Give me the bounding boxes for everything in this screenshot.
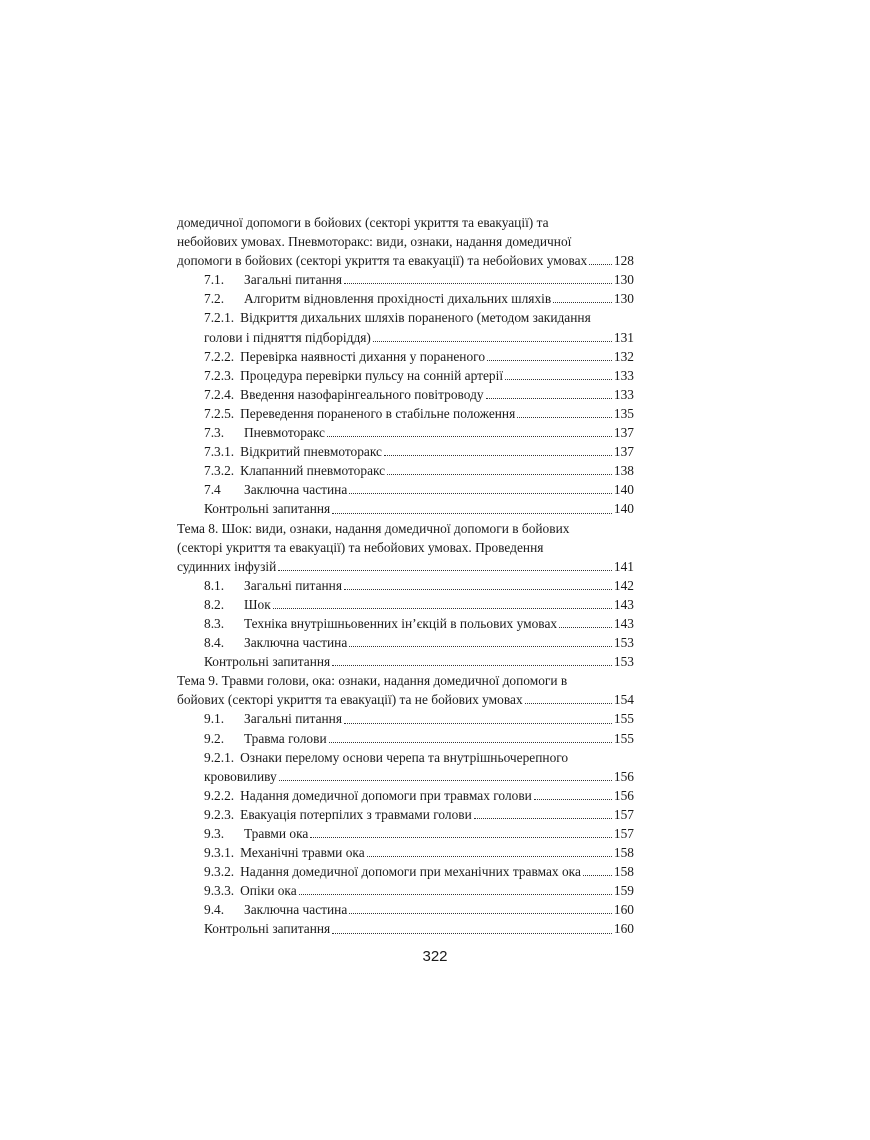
toc-entry [177,347,634,366]
dot-leader [534,799,612,800]
dot-leader [517,417,612,418]
toc-entry-page: 160 [613,921,634,937]
toc-entry-number: 9.3.3. [204,883,235,899]
toc-entry [177,671,634,690]
dot-leader [299,894,612,895]
dot-leader [387,474,612,475]
toc-entry-title: Механічні травми ока [240,845,365,861]
toc-entry-number: 9.4. [204,902,225,918]
toc-entry-page: 142 [613,577,634,593]
toc-entry-page: 140 [613,501,634,517]
toc-entry-page: 156 [613,787,634,803]
toc-entry [177,442,634,461]
toc-entry-number: 7.3.2. [204,463,235,479]
toc-entry-title: Клапанний пневмоторакс [240,463,386,479]
toc-entry-number: 9.3. [204,826,225,841]
toc-entry-title: Контрольні запитання [204,654,331,670]
dot-leader [327,436,612,437]
dot-leader [332,513,612,514]
toc-entry [177,519,634,538]
toc-entry-title: Надання домедичної допомоги при механічних травмах ока [240,864,581,880]
toc-entry-number: 7.2.4. [204,386,235,402]
dot-leader [559,627,612,628]
dot-leader [344,283,612,284]
page-number: 322 [422,948,448,965]
toc-entry [177,805,634,824]
toc-entry-page: 143 [613,596,634,612]
dot-leader [487,360,612,361]
dot-leader [279,780,612,781]
toc-entry-title: Переведення пораненого в стабільне положення [240,405,516,421]
toc-entry-number: 7.2.2. [204,348,235,364]
toc-entry [177,900,634,919]
toc-entry-page: 153 [613,635,634,651]
toc-entry-number: 7.3.1. [204,444,235,460]
dot-leader [310,837,612,838]
toc-entry-page: 154 [613,692,634,708]
toc-entry-number: 7.2.3. [204,367,235,383]
toc-entry-page: 157 [613,826,634,841]
dot-leader [525,703,612,704]
toc-entry-title: Відкритий пневмоторакс [240,444,382,460]
toc-entry-page: 155 [613,730,634,746]
toc-entry-page: 135 [613,405,634,421]
toc-entry [177,461,634,480]
toc-entry [177,404,634,423]
toc-entry-title: судинних інфузій [177,558,277,574]
toc-entry-title: Загальні питання [244,272,343,288]
toc-entry [177,614,634,633]
toc-entry [177,690,634,709]
toc-entry-title: Контрольні запитання [204,921,331,937]
toc-entry [177,289,634,308]
toc-entry [177,213,634,232]
toc-entry [177,843,634,862]
toc-entry-title: допомоги в бойових (секторі укриття та евакуації) та небойових умовах [177,253,588,269]
toc-entry-page: 155 [613,711,634,727]
toc-entry-number: 9.2.1. [204,749,235,765]
dot-leader [349,646,612,647]
toc-entry-number: 9.1. [204,711,225,727]
toc-entry-title: (секторі укриття та евакуації) та небойових умовах. Проведення [177,539,544,555]
toc-entry-page: 131 [613,329,634,345]
dot-leader [553,302,612,303]
toc-entry [177,557,634,576]
toc-entry [177,786,634,805]
toc-entry [177,232,634,251]
dot-leader [373,341,612,342]
toc-entry-title: Загальні питання [244,577,343,593]
toc-entry-page: 133 [613,386,634,402]
toc-entry-page: 133 [613,367,634,383]
toc-entry-title: Перевірка наявності дихання у пораненого [240,348,486,364]
toc-entry-page: 159 [613,883,634,899]
toc-entry-number: 7.2. [204,291,225,307]
toc-entry-page: 157 [613,806,634,822]
toc-entry-page: 158 [613,845,634,861]
toc-entry [177,480,634,499]
dot-leader [349,493,612,494]
toc-entry-page: 140 [613,482,634,498]
toc-entry-number: 7.2.5. [204,405,235,421]
toc-entry-title: Пневмоторакс [244,425,325,441]
toc-entry [177,633,634,652]
toc-entry-number: 7.4 [204,482,221,498]
toc-entry-number: 9.3.2. [204,864,235,880]
toc-entry-page: 132 [613,348,634,364]
toc-entry-title: Заключна частина [244,482,348,498]
dot-leader [332,665,612,666]
toc-entry-number: 9.3.1. [204,845,235,861]
toc-entry [177,538,634,557]
toc-entry-title: Евакуація потерпілих з травмами голови [240,806,472,822]
toc-entry-page: 138 [613,463,634,479]
toc-entry-page: 130 [613,272,634,288]
toc-entry-title: Тема 9. Травми голови, ока: ознаки, надання домедичної допомоги в [177,673,568,689]
dot-leader [332,933,612,934]
toc-entry-title: Введення назофарінгеального повітроводу [240,386,484,402]
toc-entry-title: Шок [244,596,271,612]
toc-entry-number: 8.1. [204,577,225,593]
toc-entry-title: Ознаки перелому основи черепа та внутрішньочерепного [240,749,569,765]
toc-entry [177,385,634,404]
toc-entry-number: 8.3. [204,615,225,631]
dot-leader [367,856,612,857]
dot-leader [329,742,612,743]
toc-entry-page: 137 [613,425,634,441]
toc-entry-number: 9.2. [204,730,225,746]
dot-leader [278,570,612,571]
toc-entry-number: 9.2.2. [204,787,235,803]
toc-entry-page: 143 [613,615,634,631]
toc-entry [177,709,634,728]
toc-entry-title: голови і підняття підборіддя) [204,329,371,345]
dot-leader [474,818,612,819]
toc-entry [177,251,634,270]
toc-entry [177,729,634,748]
toc-entry-title: Опіки ока [240,883,297,899]
table-of-contents [177,213,634,939]
toc-entry-title: бойових (секторі укриття та евакуації) та не бойових умовах [177,692,523,708]
toc-entry-page: 153 [613,654,634,670]
toc-entry [177,767,634,786]
toc-entry-page: 156 [613,768,634,784]
toc-entry-page: 128 [613,253,634,269]
dot-leader [505,379,612,380]
dot-leader [349,913,612,914]
toc-entry-title: Заключна частина [244,902,348,918]
toc-entry-title: Загальні питання [244,711,343,727]
toc-entry [177,366,634,385]
toc-entry-title: Заключна частина [244,635,348,651]
toc-entry-title: небойових умовах. Пневмоторакс: види, ознаки, надання домедичної [177,234,572,250]
toc-entry [177,881,634,900]
toc-entry-title: Тема 8. Шок: види, ознаки, надання домедичної допомоги в бойових [177,520,570,536]
toc-entry [177,824,634,843]
toc-entry-page: 141 [613,558,634,574]
dot-leader [583,875,612,876]
toc-entry-title: Надання домедичної допомоги при травмах голови [240,787,532,803]
toc-entry-title: Травма голови [244,730,327,746]
toc-entry-page: 130 [613,291,634,307]
dot-leader [344,589,612,590]
toc-entry [177,748,634,767]
toc-entry [177,576,634,595]
toc-entry [177,270,634,289]
toc-entry-title: домедичної допомоги в бойових (секторі укриття та евакуації) та [177,215,549,230]
toc-entry-title: Контрольні запитання [204,501,331,517]
dot-leader [589,264,612,265]
toc-entry-title: Процедура перевірки пульсу на сонній артерії [240,367,504,383]
toc-entry-title: Відкриття дихальних шляхів пораненого (методом закидання [240,310,591,326]
toc-entry-title: Алгоритм відновлення прохідності дихальних шляхів [244,291,552,307]
dot-leader [344,723,612,724]
toc-entry-number: 7.2.1. [204,310,235,326]
toc-entry-page: 158 [613,864,634,880]
toc-entry-title: Травми ока [244,826,309,841]
toc-entry-page: 137 [613,444,634,460]
dot-leader [384,455,612,456]
dot-leader [273,608,612,609]
toc-entry [177,308,634,327]
toc-entry [177,423,634,442]
toc-entry-title: Техніка внутрішньовенних ін’єкцій в польових умовах [244,615,558,631]
toc-entry-number: 7.3. [204,425,225,441]
toc-entry [177,328,634,347]
toc-entry-title: крововиливу [204,768,277,784]
toc-entry [177,499,634,518]
toc-entry [177,595,634,614]
toc-entry-number: 9.2.3. [204,806,235,822]
toc-entry [177,919,634,938]
toc-entry-number: 7.1. [204,272,225,288]
toc-entry [177,652,634,671]
dot-leader [486,398,612,399]
toc-entry-page: 160 [613,902,634,918]
toc-entry-number: 8.2. [204,596,225,612]
toc-entry [177,862,634,881]
toc-entry-number: 8.4. [204,635,225,651]
